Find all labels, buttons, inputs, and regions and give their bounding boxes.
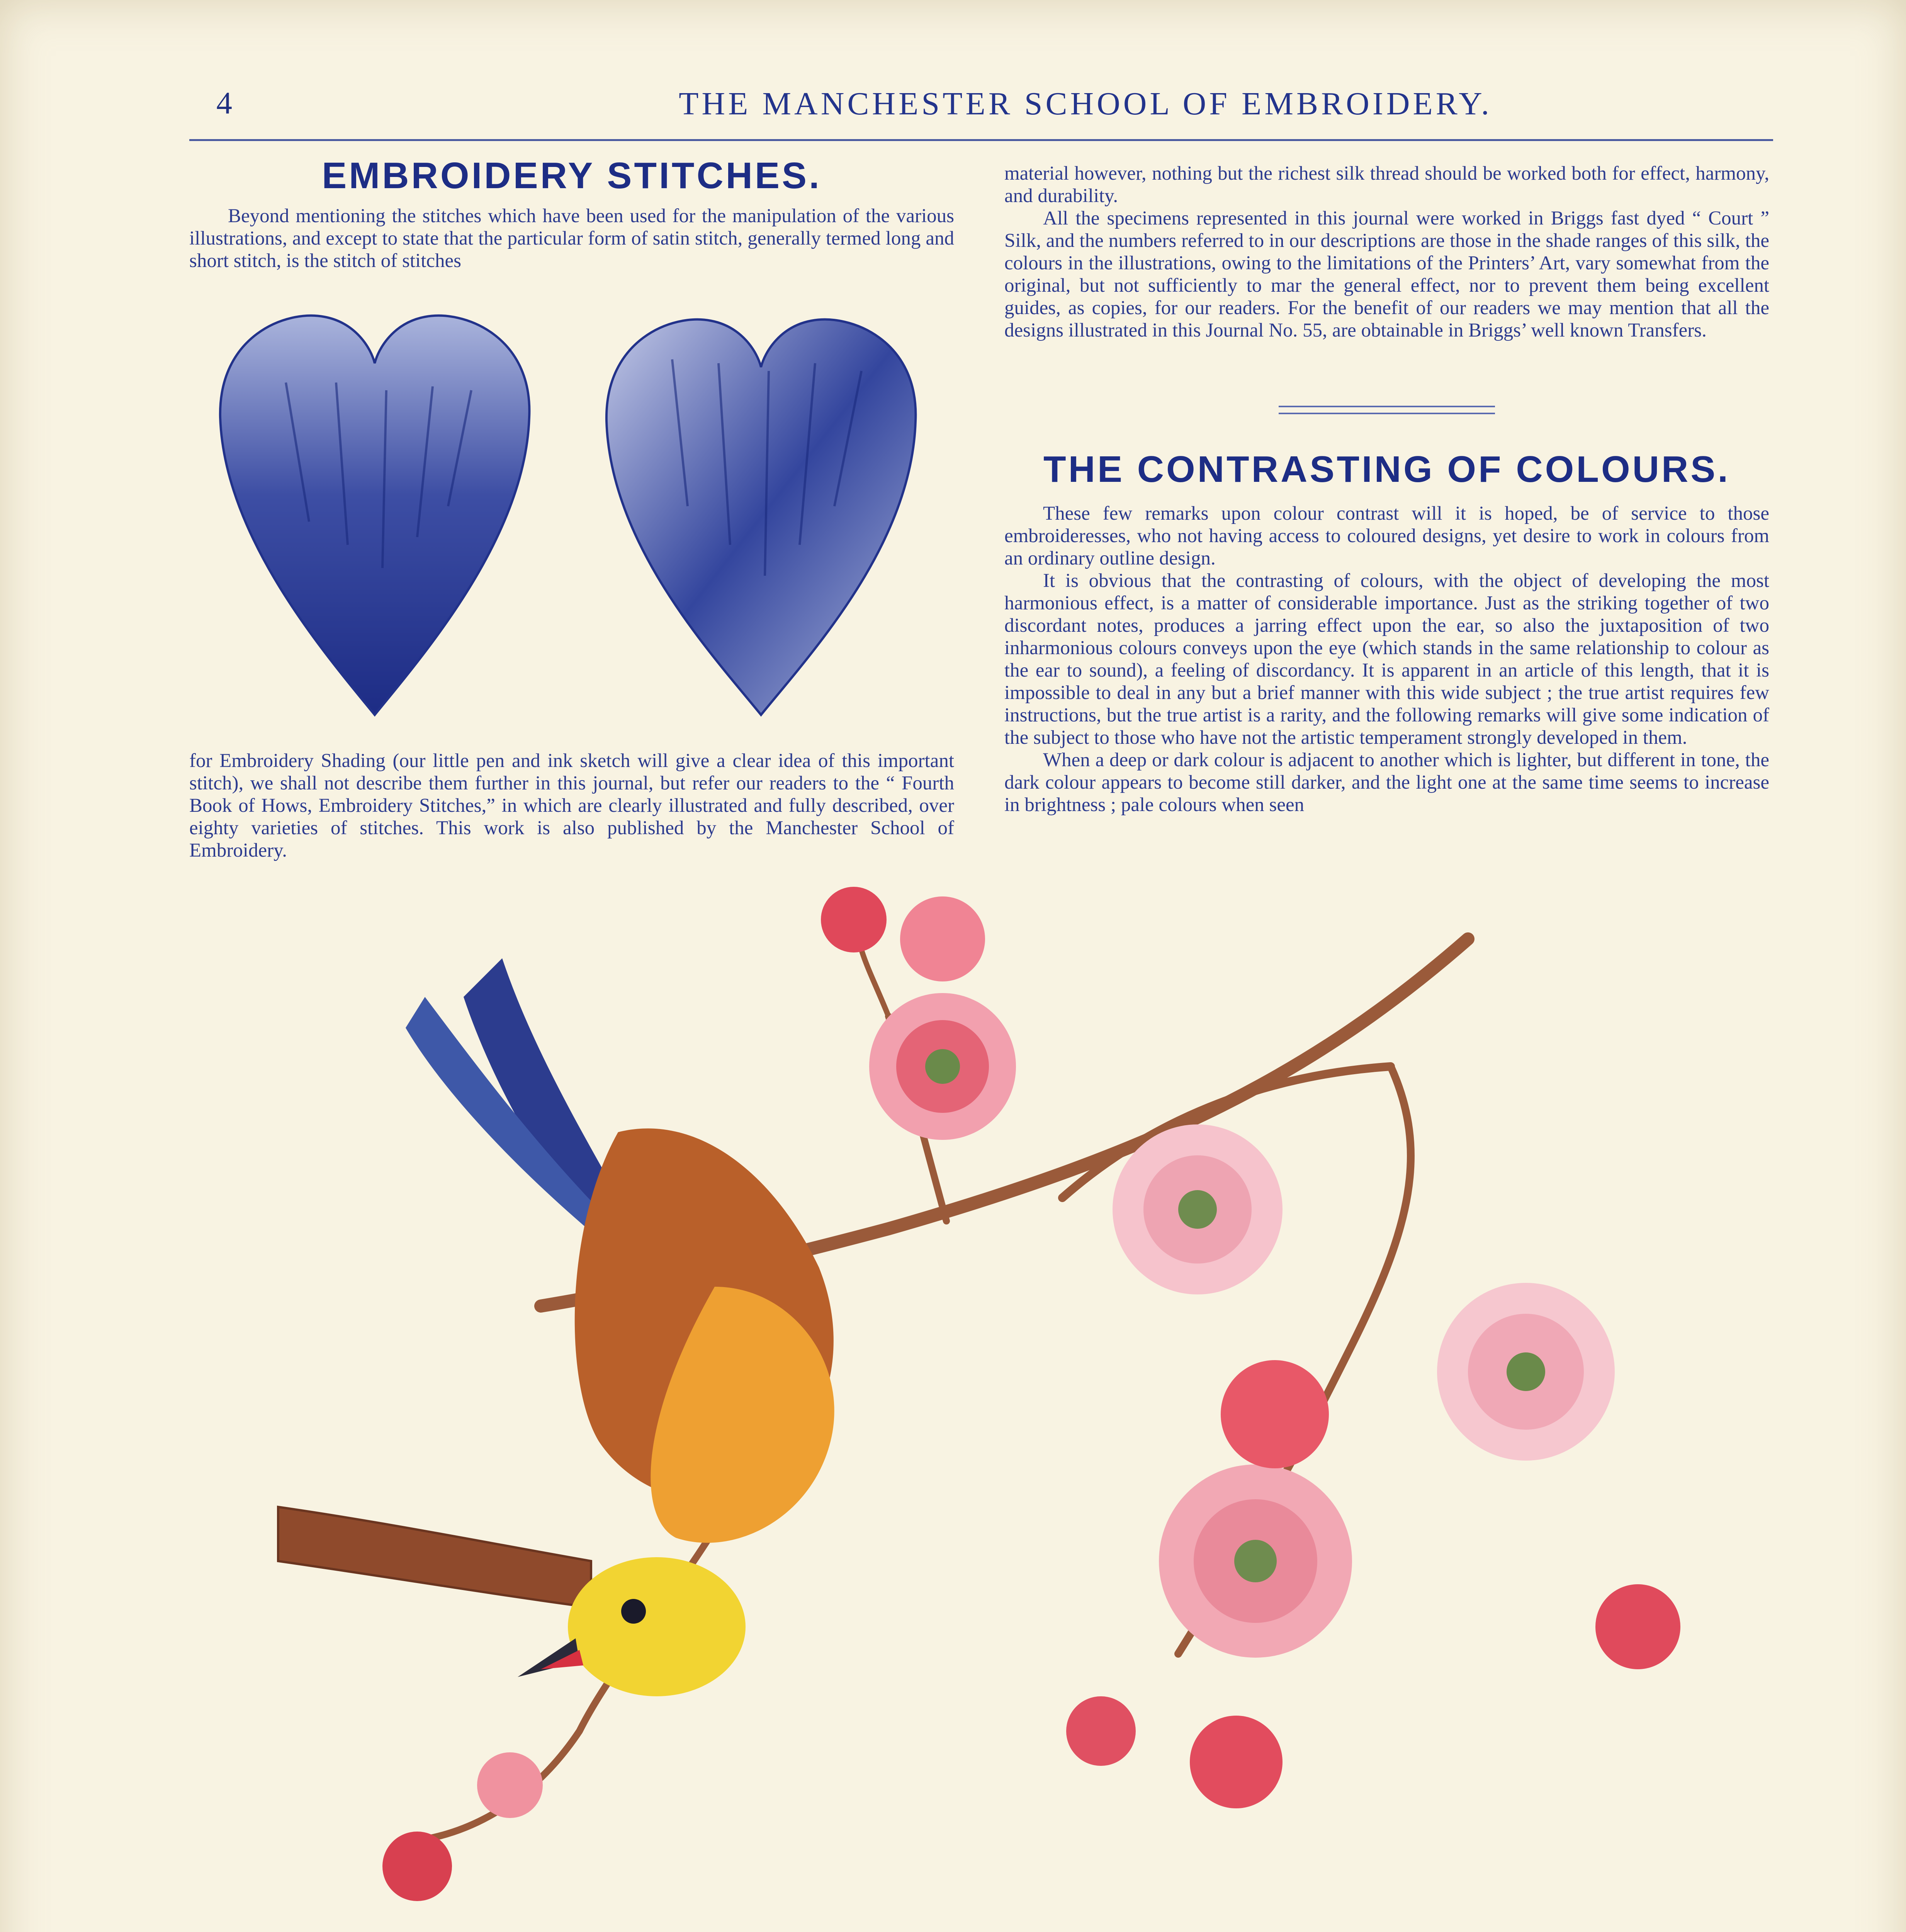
- contrasting-intro-paragraph: These few remarks upon colour contrast will it is hoped, be of service to those embroideresses, who not having access to coloured designs, yet desire to work in colours from an ordinary outline design.: [1004, 503, 1769, 569]
- heart-stitch-samples: [209, 305, 927, 723]
- bud-icon: [1595, 1584, 1680, 1669]
- stitches-continuation: [189, 750, 954, 862]
- contrasting-importance-paragraph: It is obvious that the contrasting of colours, with the object of developing the most harmonious effect, is a matter of considerable importance. Just as the striking together of two discordant notes, produces a jarring effect upon the ear, so also the juxtaposition of two inharmonious colours conveys upon the eye (which stands in the same relationship to colour as the ear to sound), a feeling of discordancy. It is apparent in an article of this length, that it is impossible to deal in any but a brief manner with this wide subject ; the true artist requires few instructions, but the true artist is a rarity, and the following remarks will give some indication of the subject to those who have not the artistic temperament strongly developed in them.: [1004, 570, 1769, 748]
- section-divider: [1279, 406, 1495, 414]
- long-short-stitch-heart-left: [220, 316, 530, 715]
- briggs-silk-paragraph: All the specimens represented in this journal were worked in Briggs fast dyed “ Court ” Silk, and the numbers referred to in our descriptions are those in the shade ranges of this silk, the colours in the illustrations, owing to the limitations of the Printers’ Art, vary somewhat from the original, but not sufficiently to mar the general effect, nor to prevent them being excellent guides, as copies, for our readers. For the benefit of our readers we may mention that all the designs illustrated in this Journal No. 55, are obtainable in Briggs’ well known Transfers.: [1004, 207, 1769, 341]
- bud-icon: [900, 896, 985, 981]
- stitches-continuation-paragraph: for Embroidery Shading (our little pen and ink sketch will give a clear idea of this important stitch), we shall not describe them further in this journal, but refer our readers to the “ Fourth Book of Hows, Embroidery Stitches,” in which are clearly illustrated and fully described, over eighty varieties of stitches. This work is also published by the Manchester School of Embroidery.: [189, 750, 954, 861]
- contrasting-heading: THE CONTRASTING OF COLOURS.: [1043, 449, 1730, 490]
- stitches-intro-paragraph: Beyond mentioning the stitches which have been used for the manipulation of the various illustrations, and except to state that the particular form of satin stitch, generally termed long and short stitch, is the stitch of stitches: [189, 205, 954, 272]
- blossom-icons: [382, 887, 1680, 1901]
- contrasting-dark-light-paragraph: When a deep or dark colour is adjacent to another which is lighter, but different in tone, the dark colour appears to become still darker, and the light one at the same time seems to increase in brightness ; pale colours when seen: [1004, 749, 1769, 816]
- silk-section: [1004, 162, 1769, 342]
- silk-paragraph: material however, nothing but the richest silk thread should be worked both for effect, harmony, and durability.: [1004, 163, 1769, 207]
- running-title: THE MANCHESTER SCHOOL OF EMBROIDERY.: [679, 86, 1492, 122]
- bud-icon: [1221, 1360, 1329, 1468]
- bud-icon: [382, 1832, 452, 1901]
- bud-icon: [821, 887, 887, 952]
- long-short-stitch-heart-right: [606, 320, 916, 715]
- page-number: 4: [216, 85, 232, 121]
- stitches-section: [189, 155, 954, 272]
- bud-icon: [1066, 1696, 1136, 1766]
- perch-branch-icon: [278, 1507, 591, 1607]
- page-header: [189, 77, 1773, 141]
- bud-icon: [1190, 1716, 1283, 1808]
- stitches-heading: EMBROIDERY STITCHES.: [322, 155, 822, 196]
- bud-icon: [477, 1752, 543, 1818]
- contrasting-section: [1004, 448, 1769, 816]
- embroidery-plate-illustration: [270, 881, 1719, 1932]
